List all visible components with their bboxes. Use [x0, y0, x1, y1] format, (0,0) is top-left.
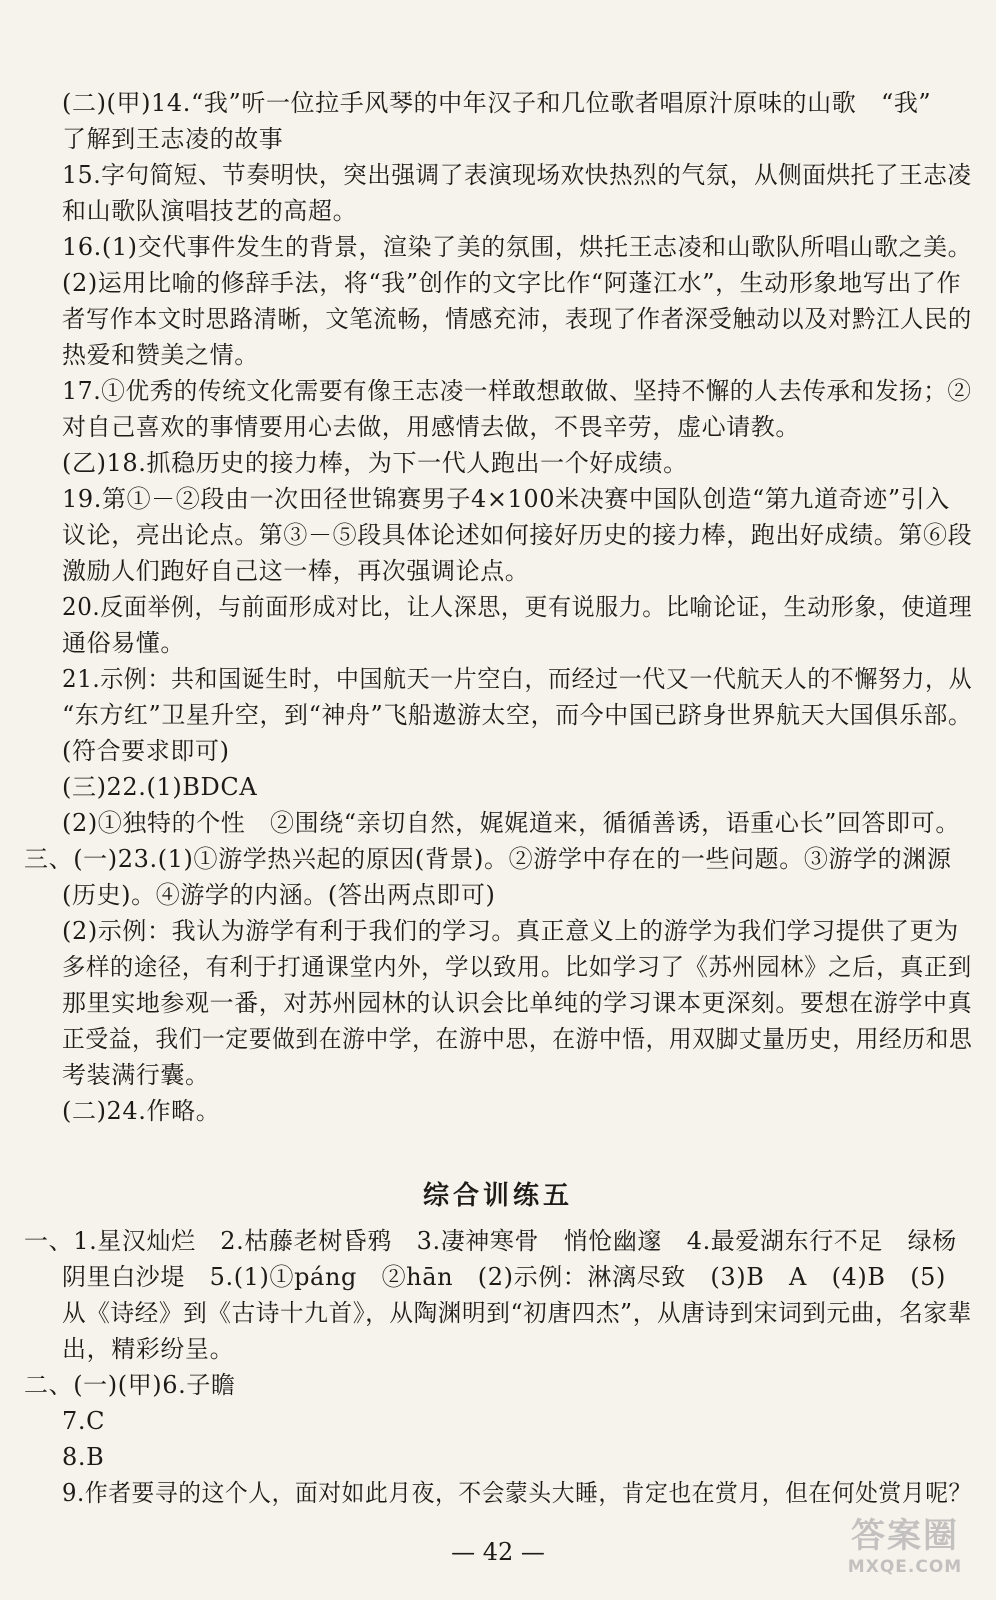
answer-line-9: 9.作者要寻的这个人，面对如此月夜，不会蒙头大睡，肯定也在赏月，但在何处赏月呢？ — [62, 1479, 972, 1507]
watermark-logo — [836, 1516, 974, 1586]
answer-line-23a: 三、(一)23.(1)①游学热兴起的原因(背景)。②游学中存在的一些问题。③游学的渊源 — [24, 845, 952, 873]
answer-line-7: 7.C — [62, 1407, 106, 1435]
answer-line-14a: (二)(甲)14.“我”听一位拉手风琴的中年汉子和几位歌者唱原汁原味的山歌 “我” — [62, 89, 932, 117]
page-number: — 42 — — [451, 1538, 545, 1566]
answer-line-17a: 17.①优秀的传统文化需要有像王志凌一样敢想敢做、坚持不懈的人去传承和发扬；② — [62, 377, 972, 405]
answer-line-20a: 20.反面举例，与前面形成对比，让人深思，更有说服力。比喻论证，生动形象，使道理 — [62, 593, 973, 621]
answer-line-23e: 那里实地参观一番，对苏州园林的认识会比单纯的学习课本更深刻。要想在游学中真 — [62, 989, 973, 1017]
answer-line-15a: 15.字句简短、节奏明快，突出强调了表演现场欢快热烈的气氛，从侧面烘托了王志凌 — [62, 161, 972, 189]
answer-line-16a: 16.(1)交代事件发生的背景，渲染了美的氛围，烘托王志凌和山歌队所唱山歌之美。 — [62, 233, 973, 261]
answer-line-23b: (历史)。④游学的内涵。(答出两点即可) — [62, 881, 496, 909]
section-title: 综合训练五 — [422, 1181, 573, 1211]
watermark-bottom: MXQE.COM — [847, 1557, 963, 1577]
answer-line-8: 8.B — [62, 1443, 105, 1471]
answer-line-14b: 了解到王志凌的故事 — [62, 125, 284, 153]
answer-line-16d: 热爱和赞美之情。 — [62, 341, 259, 369]
answer-line-22b: (2)①独特的个性 ②围绕“亲切自然，娓娓道来，循循善诱，语重心长”回答即可。 — [62, 809, 960, 837]
answer-line-5-1: 一、1.星汉灿烂 2.枯藤老树昏鸦 3.凄神寒骨 悄怆幽邃 4.最爱湖东行不足 绿杨 — [24, 1227, 957, 1255]
answer-line-21c: (符合要求即可) — [62, 737, 230, 765]
answer-line-19c: 激励人们跑好自己这一棒，再次强调论点。 — [62, 557, 530, 585]
answer-line-20b: 通俗易懂。 — [62, 629, 185, 657]
answer-line-6: 二、(一)(甲)6.子瞻 — [24, 1371, 236, 1399]
answer-line-15b: 和山歌队演唱技艺的高超。 — [62, 197, 358, 225]
answer-line-5-4: 出，精彩纷呈。 — [62, 1335, 235, 1363]
answer-line-5-2: 阴里白沙堤 5.(1)①páng ②hān (2)示例：淋漓尽致 (3)B A (4)B (5) — [62, 1263, 946, 1291]
answer-line-23c: (2)示例：我认为游学有利于我们的学习。真正意义上的游学为我们学习提供了更为 — [62, 917, 959, 945]
answer-line-23g: 考装满行囊。 — [62, 1061, 210, 1089]
answer-line-17b: 对自己喜欢的事情要用心去做，用感情去做，不畏辛劳，虚心请教。 — [62, 413, 800, 441]
answer-line-18: (乙)18.抓稳历史的接力棒，为下一代人跑出一个好成绩。 — [62, 449, 688, 477]
answer-line-21b: “东方红”卫星升空，到“神舟”飞船遨游太空，而今中国已跻身世界航天大国俱乐部。 — [62, 701, 973, 729]
answer-line-22a: (三)22.(1)BDCA — [62, 773, 258, 801]
answer-line-21a: 21.示例：共和国诞生时，中国航天一片空白，而经过一代又一代航天人的不懈努力，从 — [62, 665, 973, 693]
answer-line-19b: 议论，亮出论点。第③－⑤段具体论述如何接好历史的接力棒，跑出好成绩。第⑥段 — [62, 521, 973, 549]
watermark-top: 答案圈 — [851, 1516, 959, 1556]
answer-line-19a: 19.第①－②段由一次田径世锦赛男子4×100米决赛中国队创造“第九道奇迹”引入 — [62, 485, 950, 513]
answer-line-16b: (2)运用比喻的修辞手法，将“我”创作的文字比作“阿蓬江水”，生动形象地写出了作 — [62, 269, 962, 297]
answer-line-23d: 多样的途径，有利于打通课堂内外，学以致用。比如学习了《苏州园林》之后，真正到 — [62, 953, 972, 981]
answer-line-23f: 正受益，我们一定要做到在游中学，在游中思，在游中悟，用双脚丈量历史，用经历和思 — [62, 1025, 973, 1053]
answer-line-24: (二)24.作略。 — [62, 1097, 221, 1125]
answer-line-16c: 者写作本文时思路清晰，文笔流畅，情感充沛，表现了作者深受触动以及对黔江人民的 — [62, 305, 972, 333]
answer-line-5-3: 从《诗经》到《古诗十九首》，从陶渊明到“初唐四杰”，从唐诗到宋词到元曲，名家辈 — [62, 1299, 972, 1327]
